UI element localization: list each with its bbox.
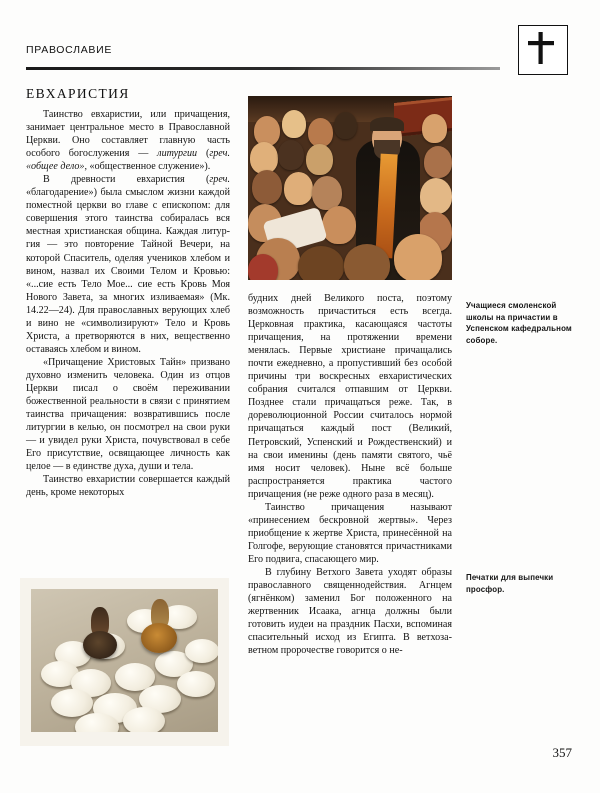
body-column-right <box>248 292 452 657</box>
paragraph: «Причащение Христовых Тайн» призвано духовно изменить человека. Один из отцов Церкви писал о своём переживании божественной реальности в связи с принятием таинства причащения: возвратившись после литургии в келью, он посмотрел на свои руки — и увидел руки Христа, почувствовал в себе Его присутствие, освящающее личность как целое — в единстве духа, души и тела. <box>26 356 230 473</box>
photo-communion-image <box>248 96 452 280</box>
page-title: ЕВХАРИСТИЯ <box>26 86 130 101</box>
photo-stamps <box>20 578 229 746</box>
page-number: 357 <box>552 745 572 760</box>
body-column-left <box>26 108 230 499</box>
photo-communion <box>248 96 452 280</box>
cross-emblem-box <box>518 25 568 75</box>
caption-photo-communion: Учащиеся смоленской школы на причастии в Успенском кафедральном соборе. <box>466 301 572 345</box>
header-rule <box>26 67 500 70</box>
photo-stamps-image <box>20 578 229 746</box>
paragraph: Таинство евхаристии, или причащения, занимает центральное место в Православной Церкви. Оно составляет главную часть особого богослужения — литургии (греч. «общее дело», «общественное служение»). <box>26 109 230 173</box>
paragraph: В глубину Ветхого Завета уходят образы православного священнодействия. Агнцем (ягнёнком) заменил Бог положенного на жертвенник Исаака, агнца должны были готовить иудеи на праздник Пасхи, вспоминая спасительный исход из Египта. В ветхозаветном пророчестве говорится о не- <box>248 566 452 657</box>
paragraph: Таинство причащения называют «принесением бескровной жертвы». Через приобщение к жертве Христа, принесённой на Голгофе, верующие становятся причастниками Его подвига, спасающего мир. <box>248 501 452 565</box>
paragraph: будних дней Великого поста, поэтому возможность причаститься есть всегда. Церковная практика, касающаяся частоты причащения, на протяжении времени менялась. Первые христиане причащались почти ежедневно, а пропустивший без особой причины три воскресных евхаристических собрания считался отпавшим от Церкви. Позднее стали причащаться реже. Так, в дореволюционной России считалось нормой причащаться каждый пост (Великий, Петровский, Успенский и Рождественский) и на свои именины (день памяти святого, чьё имя носит человек). Ныне всё больше распространяется практика частого причащения (не реже одного раза в месяц). <box>248 293 452 500</box>
running-head: ПРАВОСЛАВИЕ <box>26 44 113 56</box>
cross-icon <box>519 26 567 70</box>
paragraph: В древности евхаристия (греч. «благодарение») была смыслом жизни каждой поместной церкви во главе с епископом: для совершения этого таинства собиралась вся местная христианская община. Каждая литургия — это повторение Тайной Вечери, на которой Спаситель, оделяя учеников хлебом и вином, назвал их Своими Телом и Кровью: «...сие есть Тело Мое... сие есть Кровь Моя Нового Завета, за многих изливаемая» (Мк. 14.22—24). Для православных верующих хлеб и вино не «символизируют» Тело и Кровь Христа, а претворяются в них, вещественно оставаясь хлебом и вином. <box>26 174 230 355</box>
caption-photo-stamps: Печатки для выпечки просфор. <box>466 573 554 594</box>
paragraph: Таинство евхаристии совершается каждый день, кроме некоторых <box>26 474 230 499</box>
